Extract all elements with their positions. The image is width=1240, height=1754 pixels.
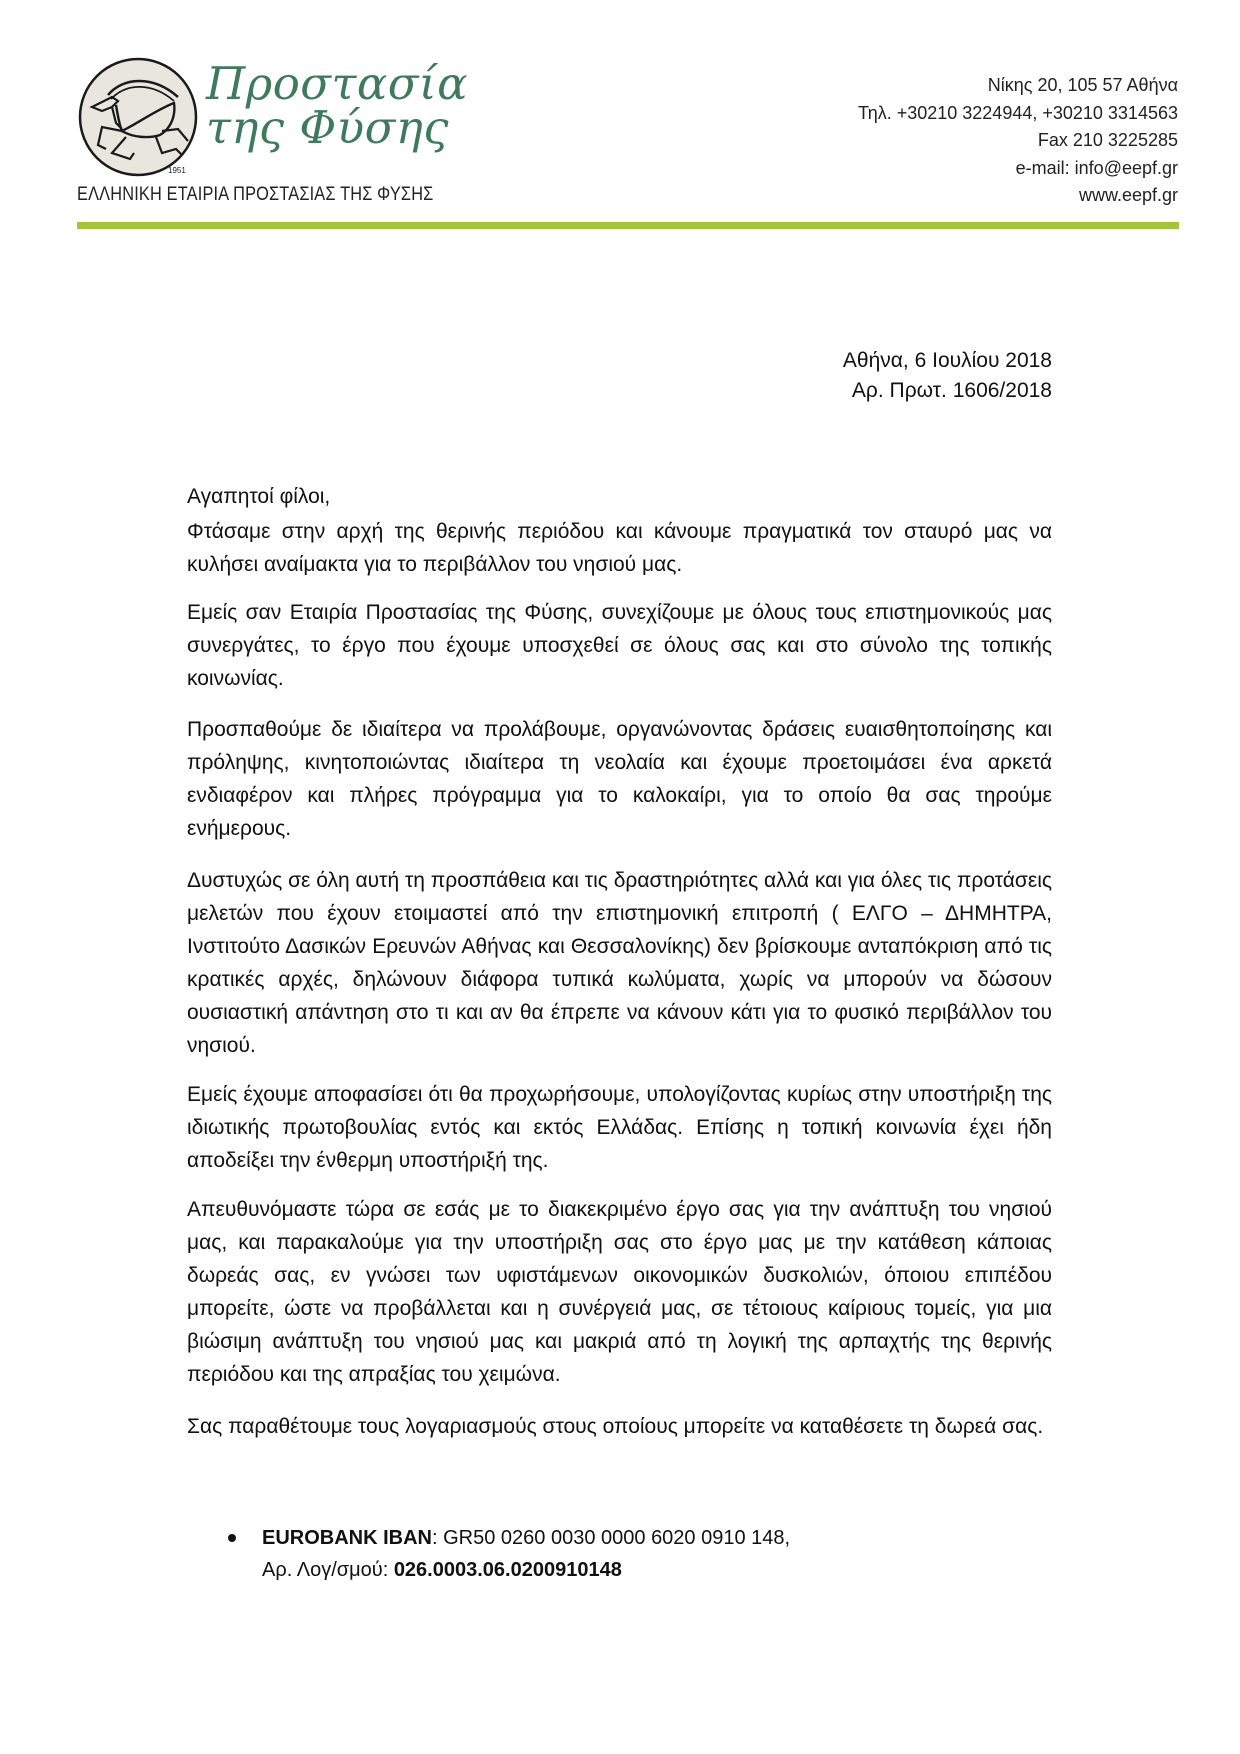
contact-email[interactable]: e-mail: info@eepf.gr bbox=[1015, 157, 1178, 178]
paragraph-2: Εμείς σαν Εταιρία Προστασίας της Φύσης, συνεχίζουμε με όλους τους επιστημονικούς μας συνεργάτες, το έργο που έχουμε υποσχεθεί σε όλους σας και στο σύνολο της τοπικής κοινωνίας. bbox=[187, 601, 1052, 690]
paragraph-5: Εμείς έχουμε αποφασίσει ότι θα προχωρήσουμε, υπολογίζοντας κυρίως στην υποστήριξη της ιδιωτικής πρωτοβουλίας εντός και εκτός Ελλάδας. Επίσης η τοπική κοινωνία έχει ήδη αποδείξει την ένθερμη υποστήριξή της. bbox=[187, 1083, 1052, 1172]
organization-name bbox=[206, 57, 469, 154]
bank-account-item bbox=[187, 1522, 1052, 1586]
contact-website[interactable]: www.eepf.gr bbox=[1078, 185, 1178, 205]
paragraph-4: Δυστυχώς σε όλη αυτή τη προσπάθεια και τις δραστηριότητες αλλά και για όλες τις προτάσεις μελετών που έχουν ετοιμαστεί από την επιστημονική επιτροπή ( ΕΛΓΟ – ΔΗΜΗΤΡΑ, Ινστιτούτο Δασικών Ερευνών Αθήνας και Θεσσαλονίκης) δεν βρίσκουμε ανταπόκριση από τις κρατικές αρχές, δηλώνουν διάφορα τυπικά κωλύματα, χωρίς να μπορούν να δώσουν ουσιαστική απάντηση στο τι και αν θα έπρεπε να κάνουν κάτι για το φυσικό περιβάλλον του νησιού. bbox=[187, 869, 1052, 1057]
bank-accounts-list bbox=[187, 1522, 1052, 1586]
paragraph-1: Φτάσαμε στην αρχή της θερινής περιόδου και κάνουμε πραγματικά τον σταυρό μας να κυλήσει αναίμακτα για το περιβάλλον του νησιού μας. bbox=[187, 520, 1052, 576]
account-number: 026.0003.06.0200910148 bbox=[393, 1559, 622, 1581]
salutation: Αγαπητοί φίλοι, bbox=[187, 485, 331, 508]
ibex-coin-logo-icon bbox=[78, 57, 198, 177]
contact-info bbox=[858, 72, 1178, 210]
iban-value: : GR50 0260 0030 0000 6020 0910 148, bbox=[432, 1527, 791, 1549]
bank-label: EUROBANK IBAN bbox=[262, 1527, 432, 1549]
organization-full-name: ΕΛΛΗΝΙΚΗ ΕΤΑΙΡΙΑ ΠΡΟΣΤΑΣΙΑΣ ΤΗΣ ΦΥΣΗΣ bbox=[77, 184, 434, 205]
header-divider bbox=[77, 222, 1179, 229]
organization-name-line2: της Φύσης bbox=[206, 101, 449, 154]
contact-fax: Fax 210 3225285 bbox=[1037, 130, 1178, 150]
paragraph-6: Απευθυνόμαστε τώρα σε εσάς με το διακεκριμένο έργο σας για την ανάπτυξη του νησιού μας, και παρακαλούμε για την υποστήριξη σας στο έργο μας με την κατάθεση κάποιας δωρεάς σας, εν γνώσει των υφιστάμενων οικονομικών δυσκολιών, όποιου επιπέδου μπορείτε, ώστε να προβάλλεται και η συνέργειά μας, σε τέτοιους καίριους τομείς, για μια βιώσιμη ανάπτυξη του νησιού μας και μακριά από τη λογική της αρπαχτής της θερινής περιόδου και της απραξίας του χειμώνα. bbox=[187, 1198, 1052, 1386]
logo-year: 1951 bbox=[168, 166, 186, 175]
paragraph-7: Σας παραθέτουμε τους λογαριασμούς στους οποίους μπορείτε να καταθέσετε τη δωρεά σας. bbox=[187, 1415, 1044, 1438]
iban-line bbox=[262, 1522, 1052, 1554]
bullet-icon bbox=[228, 1534, 236, 1542]
place-date: Αθήνα, 6 Ιουλίου 2018 bbox=[842, 349, 1052, 372]
account-label: Αρ. Λογ/σμού: bbox=[262, 1559, 394, 1581]
account-number-line bbox=[262, 1554, 1052, 1586]
protocol-number: Αρ. Πρωτ. 1606/2018 bbox=[851, 379, 1052, 402]
contact-address: Νίκης 20, 105 57 Αθήνα bbox=[987, 75, 1178, 95]
organization-name-line1: Προστασία bbox=[206, 57, 469, 110]
contact-phone: Τηλ. +30210 3224944, +30210 3314563 bbox=[858, 102, 1178, 123]
paragraph-3: Προσπαθούμε δε ιδιαίτερα να προλάβουμε, οργανώνοντας δράσεις ευαισθητοποίησης και πρόληψης, κινητοποιώντας ιδιαίτερα τη νεολαία και έχουμε προετοιμάσει ένα αρκετά ενδιαφέρον και πλήρες πρόγραμμα για το καλοκαίρι, για το οποίο θα σας τηρούμε ενήμερους. bbox=[187, 718, 1052, 840]
date-block bbox=[843, 346, 1052, 406]
